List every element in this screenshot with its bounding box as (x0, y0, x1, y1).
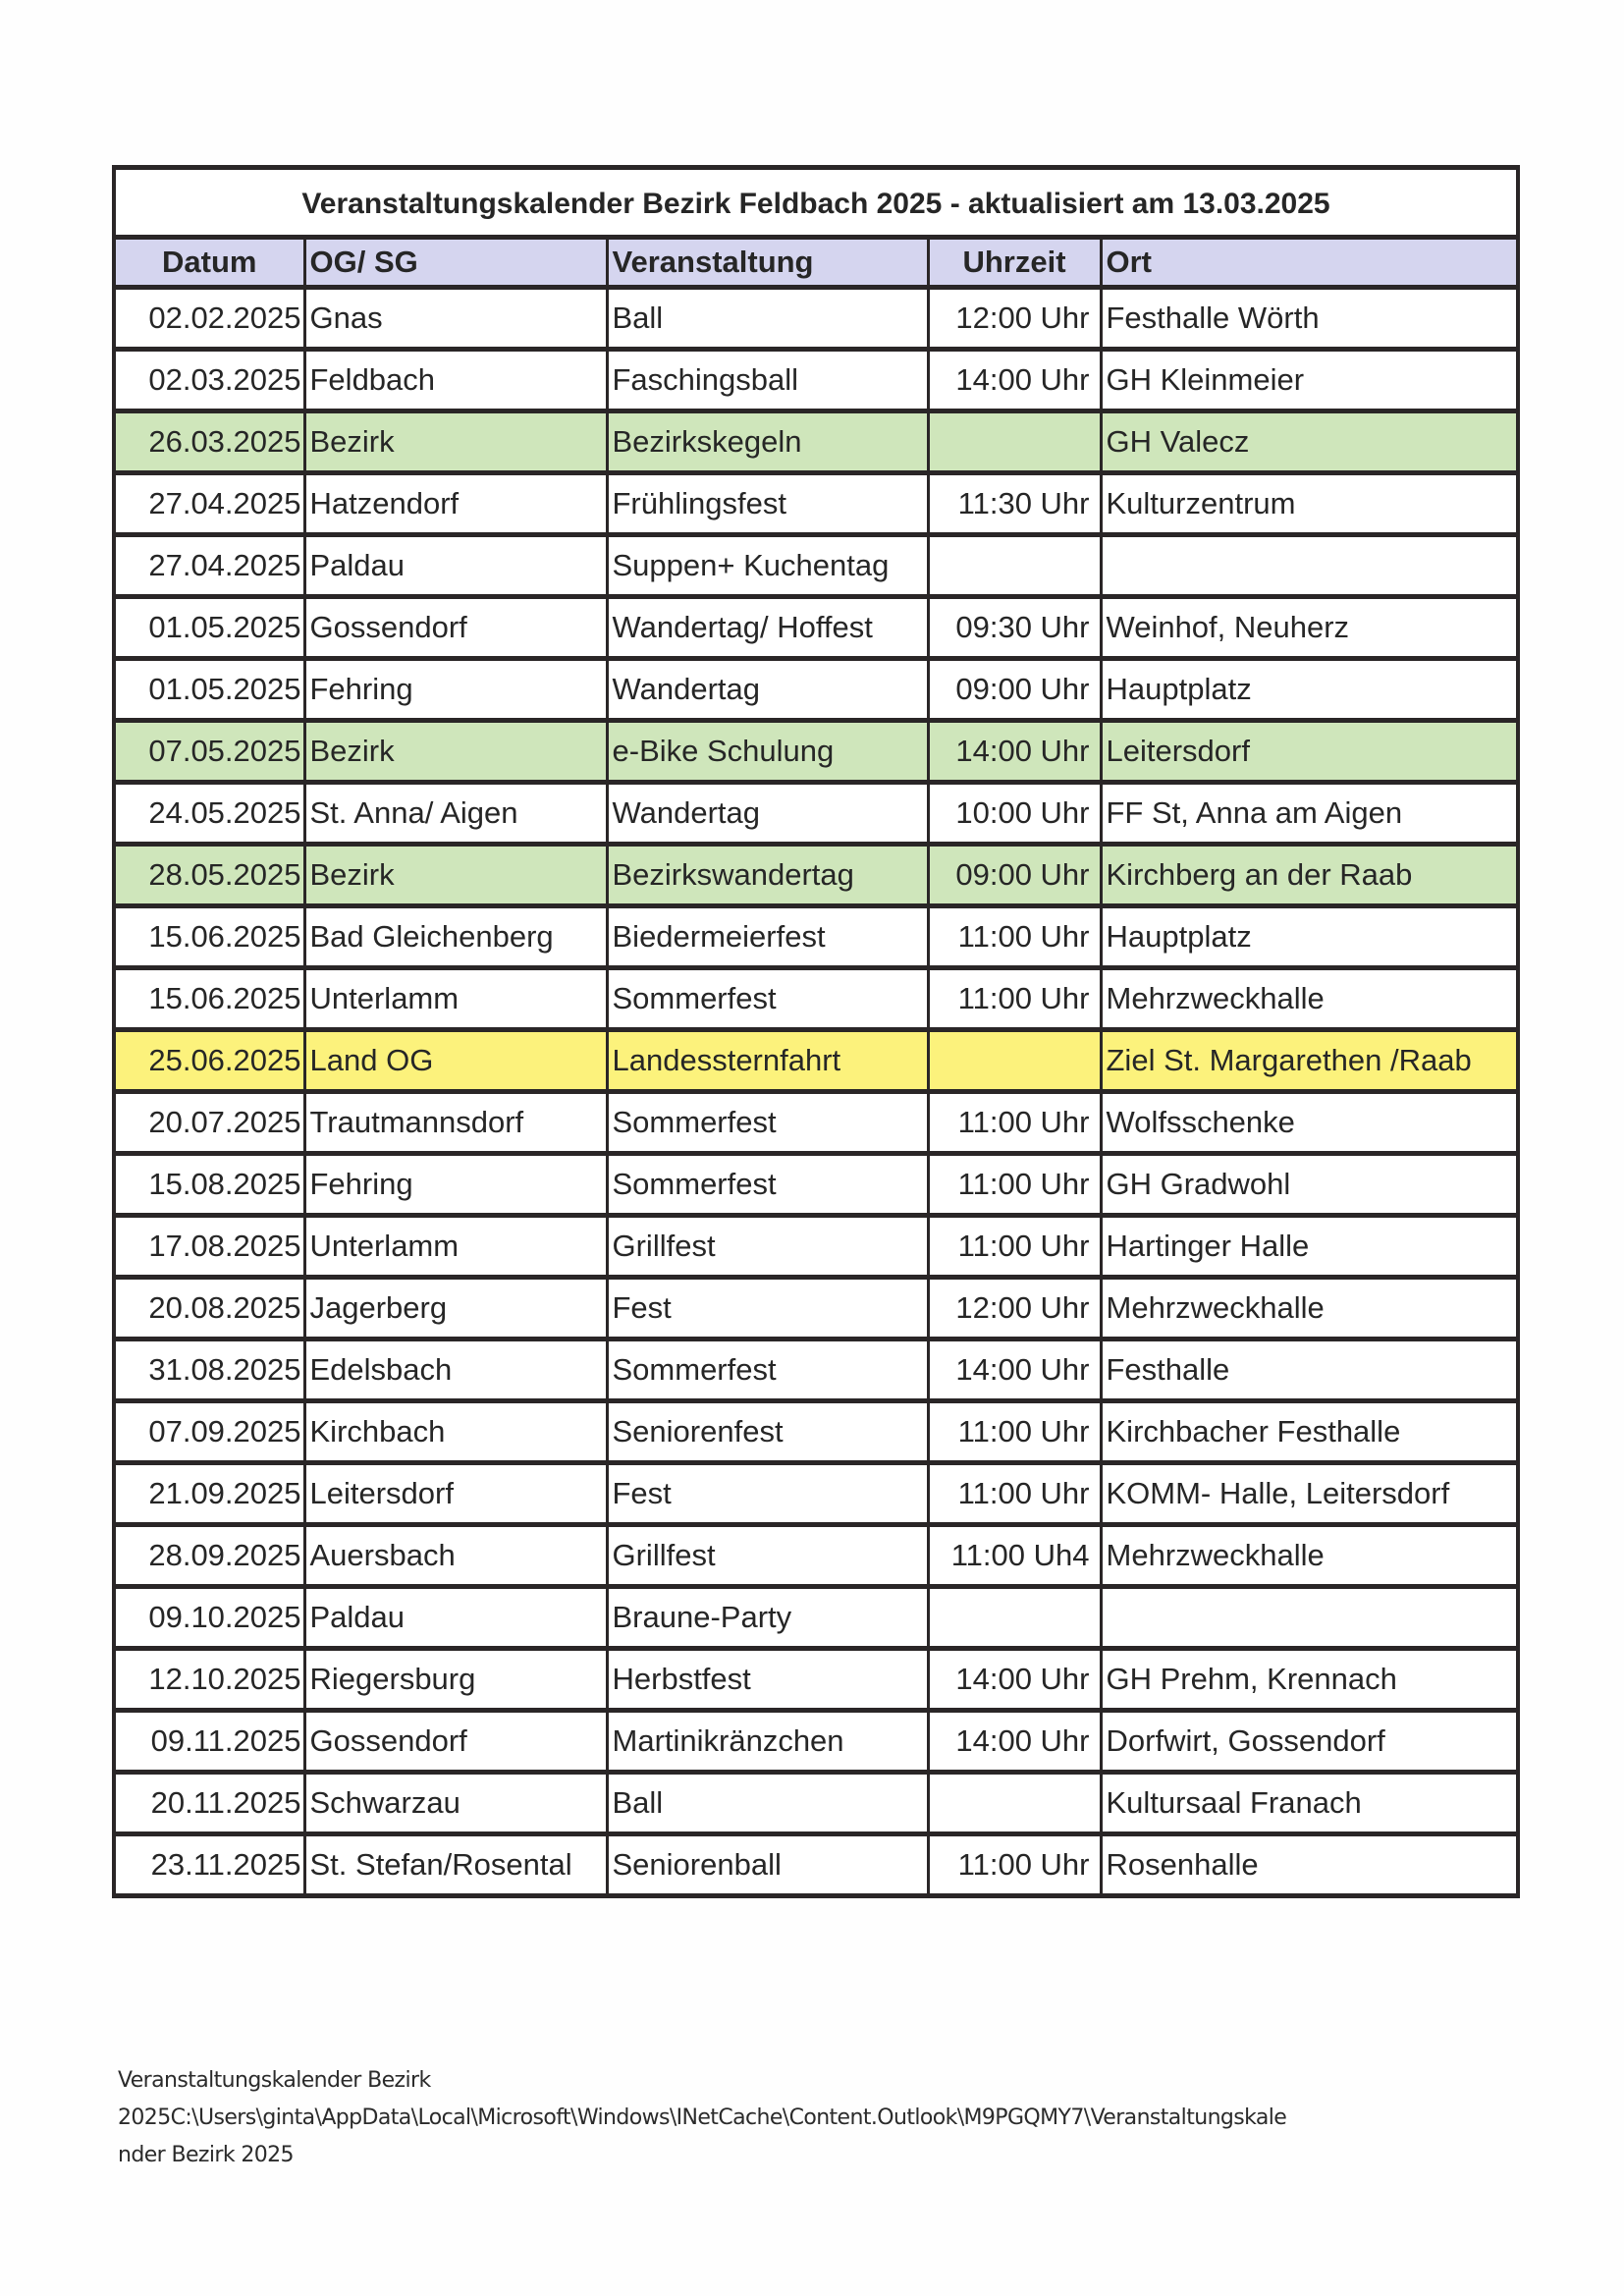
table-row (114, 473, 1518, 535)
cell-ort: Kirchberg an der Raab (1101, 845, 1518, 906)
cell-veranstaltung: Braune-Party (607, 1587, 928, 1649)
cell-og-sg: Bezirk (304, 411, 607, 473)
table-row (114, 535, 1518, 597)
cell-datum: 01.05.2025 (114, 659, 304, 721)
cell-datum: 07.09.2025 (114, 1401, 304, 1463)
cell-datum: 27.04.2025 (114, 473, 304, 535)
cell-datum: 24.05.2025 (114, 783, 304, 845)
table-row (114, 1525, 1518, 1587)
cell-ort (1101, 1587, 1518, 1649)
cell-ort: Festhalle Wörth (1101, 288, 1518, 350)
table-row (114, 721, 1518, 783)
cell-uhrzeit: 11:00 Uhr (928, 906, 1101, 968)
cell-datum: 01.05.2025 (114, 597, 304, 659)
table-row (114, 1463, 1518, 1525)
cell-datum: 20.11.2025 (114, 1773, 304, 1834)
cell-datum: 26.03.2025 (114, 411, 304, 473)
cell-datum: 17.08.2025 (114, 1216, 304, 1278)
cell-og-sg: Edelsbach (304, 1339, 607, 1401)
cell-datum: 15.06.2025 (114, 906, 304, 968)
cell-veranstaltung: Wandertag/ Hoffest (607, 597, 928, 659)
cell-veranstaltung: Sommerfest (607, 1339, 928, 1401)
cell-ort: KOMM- Halle, Leitersdorf (1101, 1463, 1518, 1525)
cell-uhrzeit: 14:00 Uhr (928, 1711, 1101, 1773)
table-row (114, 906, 1518, 968)
cell-og-sg: Bezirk (304, 721, 607, 783)
cell-veranstaltung: Faschingsball (607, 350, 928, 411)
cell-veranstaltung: Biedermeierfest (607, 906, 928, 968)
table-row (114, 968, 1518, 1030)
cell-uhrzeit: 11:00 Uhr (928, 1834, 1101, 1896)
column-header-datum: Datum (114, 238, 304, 288)
cell-uhrzeit: 11:30 Uhr (928, 473, 1101, 535)
cell-uhrzeit (928, 411, 1101, 473)
cell-datum: 02.02.2025 (114, 288, 304, 350)
cell-veranstaltung: Sommerfest (607, 1154, 928, 1216)
cell-ort: Kultursaal Franach (1101, 1773, 1518, 1834)
footer-line: Veranstaltungskalender Bezirk (118, 2068, 431, 2093)
table-row (114, 1154, 1518, 1216)
cell-uhrzeit: 14:00 Uhr (928, 350, 1101, 411)
cell-uhrzeit: 10:00 Uhr (928, 783, 1101, 845)
cell-ort: Mehrzweckhalle (1101, 1278, 1518, 1339)
cell-uhrzeit (928, 1030, 1101, 1092)
cell-veranstaltung: Suppen+ Kuchentag (607, 535, 928, 597)
cell-og-sg: Fehring (304, 1154, 607, 1216)
table-row (114, 288, 1518, 350)
cell-datum: 28.05.2025 (114, 845, 304, 906)
table-row (114, 1216, 1518, 1278)
cell-og-sg: Paldau (304, 535, 607, 597)
cell-og-sg: Auersbach (304, 1525, 607, 1587)
cell-veranstaltung: Bezirkswandertag (607, 845, 928, 906)
cell-datum: 31.08.2025 (114, 1339, 304, 1401)
cell-ort: Ziel St. Margarethen /Raab (1101, 1030, 1518, 1092)
cell-ort: Leitersdorf (1101, 721, 1518, 783)
cell-uhrzeit: 11:00 Uhr (928, 1401, 1101, 1463)
cell-veranstaltung: Grillfest (607, 1525, 928, 1587)
cell-veranstaltung: Seniorenfest (607, 1401, 928, 1463)
file-path-footer (118, 2062, 1532, 2174)
cell-veranstaltung: Seniorenball (607, 1834, 928, 1896)
cell-og-sg: Unterlamm (304, 1216, 607, 1278)
column-header-row (114, 238, 1518, 288)
table-body (114, 288, 1518, 1896)
cell-veranstaltung: Ball (607, 288, 928, 350)
cell-datum: 02.03.2025 (114, 350, 304, 411)
cell-datum: 15.06.2025 (114, 968, 304, 1030)
cell-uhrzeit: 14:00 Uhr (928, 1649, 1101, 1711)
cell-uhrzeit: 11:00 Uhr (928, 1216, 1101, 1278)
table-row (114, 783, 1518, 845)
cell-ort: Mehrzweckhalle (1101, 1525, 1518, 1587)
cell-uhrzeit (928, 535, 1101, 597)
cell-uhrzeit: 12:00 Uhr (928, 1278, 1101, 1339)
cell-ort: Weinhof, Neuherz (1101, 597, 1518, 659)
cell-veranstaltung: Sommerfest (607, 1092, 928, 1154)
cell-datum: 07.05.2025 (114, 721, 304, 783)
cell-ort (1101, 535, 1518, 597)
table-row (114, 659, 1518, 721)
cell-ort: GH Kleinmeier (1101, 350, 1518, 411)
cell-datum: 23.11.2025 (114, 1834, 304, 1896)
cell-og-sg: Unterlamm (304, 968, 607, 1030)
table-row (114, 1587, 1518, 1649)
cell-uhrzeit: 11:00 Uhr (928, 1154, 1101, 1216)
cell-og-sg: Riegersburg (304, 1649, 607, 1711)
table-row (114, 1030, 1518, 1092)
footer-line: 2025C:\Users\ginta\AppData\Local\Microsoft\Windows\INetCache\Content.Outlook\M9PGQMY7\Veranstaltungskale (118, 2105, 1287, 2130)
table-row (114, 1278, 1518, 1339)
cell-ort: GH Prehm, Krennach (1101, 1649, 1518, 1711)
cell-og-sg: Jagerberg (304, 1278, 607, 1339)
cell-og-sg: Bad Gleichenberg (304, 906, 607, 968)
cell-ort: Kirchbacher Festhalle (1101, 1401, 1518, 1463)
footer-line: nder Bezirk 2025 (118, 2143, 294, 2167)
table-row (114, 597, 1518, 659)
cell-veranstaltung: Bezirkskegeln (607, 411, 928, 473)
cell-veranstaltung: Martinikränzchen (607, 1711, 928, 1773)
cell-uhrzeit: 09:30 Uhr (928, 597, 1101, 659)
cell-veranstaltung: Fest (607, 1278, 928, 1339)
cell-ort: GH Valecz (1101, 411, 1518, 473)
column-header-uhrzeit: Uhrzeit (928, 238, 1101, 288)
cell-veranstaltung: Wandertag (607, 783, 928, 845)
cell-ort: Wolfsschenke (1101, 1092, 1518, 1154)
cell-ort: Rosenhalle (1101, 1834, 1518, 1896)
cell-ort: Kulturzentrum (1101, 473, 1518, 535)
cell-datum: 15.08.2025 (114, 1154, 304, 1216)
cell-veranstaltung: Frühlingsfest (607, 473, 928, 535)
cell-veranstaltung: Wandertag (607, 659, 928, 721)
cell-datum: 27.04.2025 (114, 535, 304, 597)
cell-datum: 20.07.2025 (114, 1092, 304, 1154)
cell-ort: GH Gradwohl (1101, 1154, 1518, 1216)
cell-og-sg: St. Stefan/Rosental (304, 1834, 607, 1896)
cell-datum: 28.09.2025 (114, 1525, 304, 1587)
cell-datum: 25.06.2025 (114, 1030, 304, 1092)
cell-og-sg: Leitersdorf (304, 1463, 607, 1525)
column-header-ort: Ort (1101, 238, 1518, 288)
cell-veranstaltung: Sommerfest (607, 968, 928, 1030)
cell-datum: 09.10.2025 (114, 1587, 304, 1649)
cell-ort: Hartinger Halle (1101, 1216, 1518, 1278)
cell-uhrzeit (928, 1587, 1101, 1649)
cell-veranstaltung: Landessternfahrt (607, 1030, 928, 1092)
event-calendar-table (112, 165, 1520, 1898)
table-row (114, 411, 1518, 473)
cell-og-sg: Land OG (304, 1030, 607, 1092)
cell-uhrzeit: 11:00 Uhr (928, 1463, 1101, 1525)
table-row (114, 350, 1518, 411)
table-row (114, 1092, 1518, 1154)
table-row (114, 1649, 1518, 1711)
cell-og-sg: Bezirk (304, 845, 607, 906)
cell-veranstaltung: e-Bike Schulung (607, 721, 928, 783)
table-row (114, 1773, 1518, 1834)
cell-datum: 20.08.2025 (114, 1278, 304, 1339)
cell-uhrzeit: 09:00 Uhr (928, 845, 1101, 906)
cell-og-sg: Feldbach (304, 350, 607, 411)
cell-og-sg: Trautmannsdorf (304, 1092, 607, 1154)
cell-og-sg: St. Anna/ Aigen (304, 783, 607, 845)
cell-og-sg: Schwarzau (304, 1773, 607, 1834)
table-row (114, 1834, 1518, 1896)
cell-veranstaltung: Ball (607, 1773, 928, 1834)
cell-uhrzeit: 14:00 Uhr (928, 1339, 1101, 1401)
cell-og-sg: Paldau (304, 1587, 607, 1649)
cell-datum: 21.09.2025 (114, 1463, 304, 1525)
cell-ort: Hauptplatz (1101, 659, 1518, 721)
cell-uhrzeit (928, 1773, 1101, 1834)
cell-og-sg: Hatzendorf (304, 473, 607, 535)
cell-uhrzeit: 11:00 Uhr (928, 968, 1101, 1030)
cell-uhrzeit: 11:00 Uhr (928, 1092, 1101, 1154)
cell-veranstaltung: Herbstfest (607, 1649, 928, 1711)
cell-og-sg: Gnas (304, 288, 607, 350)
table-row (114, 1711, 1518, 1773)
cell-datum: 09.11.2025 (114, 1711, 304, 1773)
cell-datum: 12.10.2025 (114, 1649, 304, 1711)
cell-uhrzeit: 09:00 Uhr (928, 659, 1101, 721)
cell-ort: Hauptplatz (1101, 906, 1518, 968)
cell-ort: Mehrzweckhalle (1101, 968, 1518, 1030)
cell-uhrzeit: 11:00 Uh4 (928, 1525, 1101, 1587)
table-title-row (114, 168, 1518, 238)
cell-og-sg: Gossendorf (304, 597, 607, 659)
cell-veranstaltung: Fest (607, 1463, 928, 1525)
cell-uhrzeit: 12:00 Uhr (928, 288, 1101, 350)
cell-og-sg: Kirchbach (304, 1401, 607, 1463)
cell-uhrzeit: 14:00 Uhr (928, 721, 1101, 783)
table-row (114, 1339, 1518, 1401)
cell-veranstaltung: Grillfest (607, 1216, 928, 1278)
column-header-og-sg: OG/ SG (304, 238, 607, 288)
cell-ort: FF St, Anna am Aigen (1101, 783, 1518, 845)
table-row (114, 1401, 1518, 1463)
cell-og-sg: Fehring (304, 659, 607, 721)
column-header-veranstaltung: Veranstaltung (607, 238, 928, 288)
cell-ort: Festhalle (1101, 1339, 1518, 1401)
table-row (114, 845, 1518, 906)
table-title: Veranstaltungskalender Bezirk Feldbach 2025 - aktualisiert am 13.03.2025 (114, 168, 1518, 238)
cell-og-sg: Gossendorf (304, 1711, 607, 1773)
cell-ort: Dorfwirt, Gossendorf (1101, 1711, 1518, 1773)
